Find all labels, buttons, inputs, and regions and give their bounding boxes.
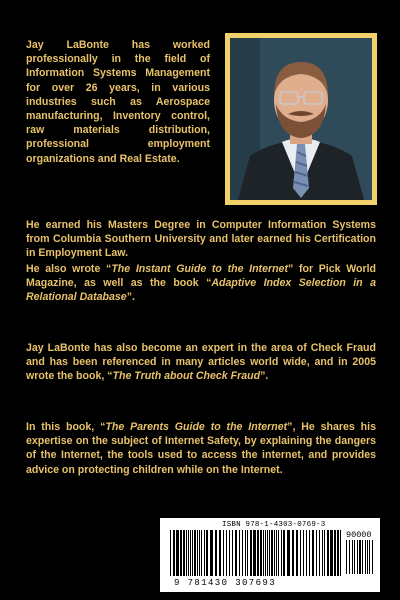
barcode-bar bbox=[170, 530, 171, 576]
barcode-bar bbox=[239, 530, 240, 576]
barcode-bar bbox=[188, 530, 189, 576]
barcode-bar bbox=[173, 530, 175, 576]
barcode-bar bbox=[327, 530, 329, 576]
barcode-bar bbox=[300, 530, 301, 576]
ean-digits: 9 781430 307693 bbox=[174, 578, 277, 588]
barcode-bar bbox=[194, 530, 196, 576]
barcode-bar bbox=[319, 530, 320, 576]
book-summary-paragraph: In this book, “The Parents Guide to the Internet”, He shares his expertise on the subject of Internet Safety, by explaining the dangers of the Internet, the tools used to access the internet, and provides advice on protecting children while on the Internet. bbox=[26, 421, 376, 476]
barcode-bar bbox=[223, 530, 224, 576]
barcode-bar bbox=[226, 530, 227, 576]
barcode-bar bbox=[281, 530, 282, 576]
book-title-instant-guide: The Instant Guide to the Internet bbox=[111, 263, 288, 275]
barcode-bar bbox=[197, 530, 198, 576]
book-title-adaptive-index: Adaptive Index Selection in a Relational Database bbox=[26, 277, 376, 304]
barcode-bar bbox=[267, 530, 268, 576]
barcode-bar bbox=[201, 530, 202, 576]
barcode-bar bbox=[276, 530, 277, 576]
book-title-check-fraud: The Truth about Check Fraud bbox=[112, 370, 261, 383]
barcode-bar bbox=[324, 530, 325, 576]
barcode-bar bbox=[245, 530, 246, 576]
price-code-bars bbox=[344, 540, 376, 576]
author-portrait-illustration bbox=[230, 38, 372, 200]
barcode-bar bbox=[357, 540, 358, 574]
barcode-bar bbox=[278, 530, 279, 576]
barcode-bar bbox=[349, 540, 350, 574]
barcode-bar bbox=[283, 530, 285, 576]
barcode-bar bbox=[253, 530, 256, 576]
barcode-bar bbox=[257, 530, 259, 576]
writing-paragraph: He also wrote “The Instant Guide to the Internet” for Pick World Magazine, as well as the book “Adaptive Index Selection in a Relational Database”. bbox=[26, 263, 377, 304]
isbn-barcode-block bbox=[160, 518, 380, 592]
barcode-bar bbox=[180, 530, 182, 576]
barcode-bar bbox=[271, 530, 273, 576]
author-photo-frame bbox=[225, 33, 377, 205]
barcode-bar bbox=[242, 530, 243, 576]
barcode-bar bbox=[206, 530, 208, 576]
barcode-bar bbox=[346, 540, 347, 574]
barcode-bar bbox=[359, 540, 361, 574]
barcode-bar bbox=[340, 530, 341, 576]
barcode-bar bbox=[260, 530, 262, 576]
barcode-bar bbox=[354, 540, 355, 574]
barcode-bar bbox=[322, 530, 323, 576]
barcode-bar bbox=[372, 540, 373, 574]
barcode-bar bbox=[303, 530, 304, 576]
barcode-bar bbox=[269, 530, 270, 576]
barcode-bar bbox=[235, 530, 237, 576]
barcode-bar bbox=[312, 530, 314, 576]
barcode-bar bbox=[186, 530, 187, 576]
barcode-bars bbox=[168, 530, 344, 578]
barcode-bar bbox=[247, 530, 248, 576]
barcode-bar bbox=[199, 530, 200, 576]
author-bio-intro: Jay LaBonte has worked professionally in the field of Information Systems Management for over 26 years, in various industries such as Aerospace manufacturing, Inventory control, raw materials distribution, professional employment organizations and Real Estate. bbox=[26, 39, 210, 165]
barcode-bar bbox=[215, 530, 217, 576]
barcode-bar bbox=[352, 540, 353, 574]
barcode-bar bbox=[265, 530, 266, 576]
barcode-bar bbox=[292, 530, 294, 576]
barcode-bar bbox=[296, 530, 298, 576]
barcode-bar bbox=[309, 530, 310, 576]
barcode-bar bbox=[365, 540, 366, 574]
book-title-parents-guide: The Parents Guide to the Internet bbox=[105, 421, 288, 433]
barcode-bar bbox=[192, 530, 193, 576]
barcode-bar bbox=[274, 530, 275, 576]
barcode-bar bbox=[190, 530, 191, 576]
barcode-bar bbox=[219, 530, 221, 576]
barcode-bar bbox=[183, 530, 185, 576]
isbn-label: ISBN 978-1-4303-0769-3 bbox=[222, 521, 326, 529]
author-photo bbox=[230, 38, 372, 200]
education-paragraph: He earned his Masters Degree in Computer Information Systems from Columbia Southern University and later earned his Certification in Employment Law. bbox=[26, 219, 376, 260]
check-fraud-paragraph: Jay LaBonte has also become an expert in the area of Check Fraud and has been referenced in many articles world wide, and in 2005 wrote the book, “The Truth about Check Fraud”. bbox=[26, 342, 376, 383]
barcode-bar bbox=[367, 540, 368, 574]
price-code: 90000 bbox=[346, 530, 372, 540]
barcode-bar bbox=[316, 530, 317, 576]
barcode-bar bbox=[250, 530, 252, 576]
barcode-bar bbox=[176, 530, 179, 576]
barcode-bar bbox=[263, 530, 264, 576]
barcode-bar bbox=[232, 530, 233, 576]
barcode-bar bbox=[337, 530, 339, 576]
barcode-bar bbox=[229, 530, 230, 576]
barcode-bar bbox=[330, 530, 333, 576]
barcode-bar bbox=[210, 530, 213, 576]
barcode-bar bbox=[204, 530, 205, 576]
barcode-bar bbox=[334, 530, 336, 576]
barcode-bar bbox=[287, 530, 290, 576]
barcode-bar bbox=[362, 540, 363, 574]
barcode-bar bbox=[369, 540, 370, 574]
barcode-bar bbox=[306, 530, 307, 576]
